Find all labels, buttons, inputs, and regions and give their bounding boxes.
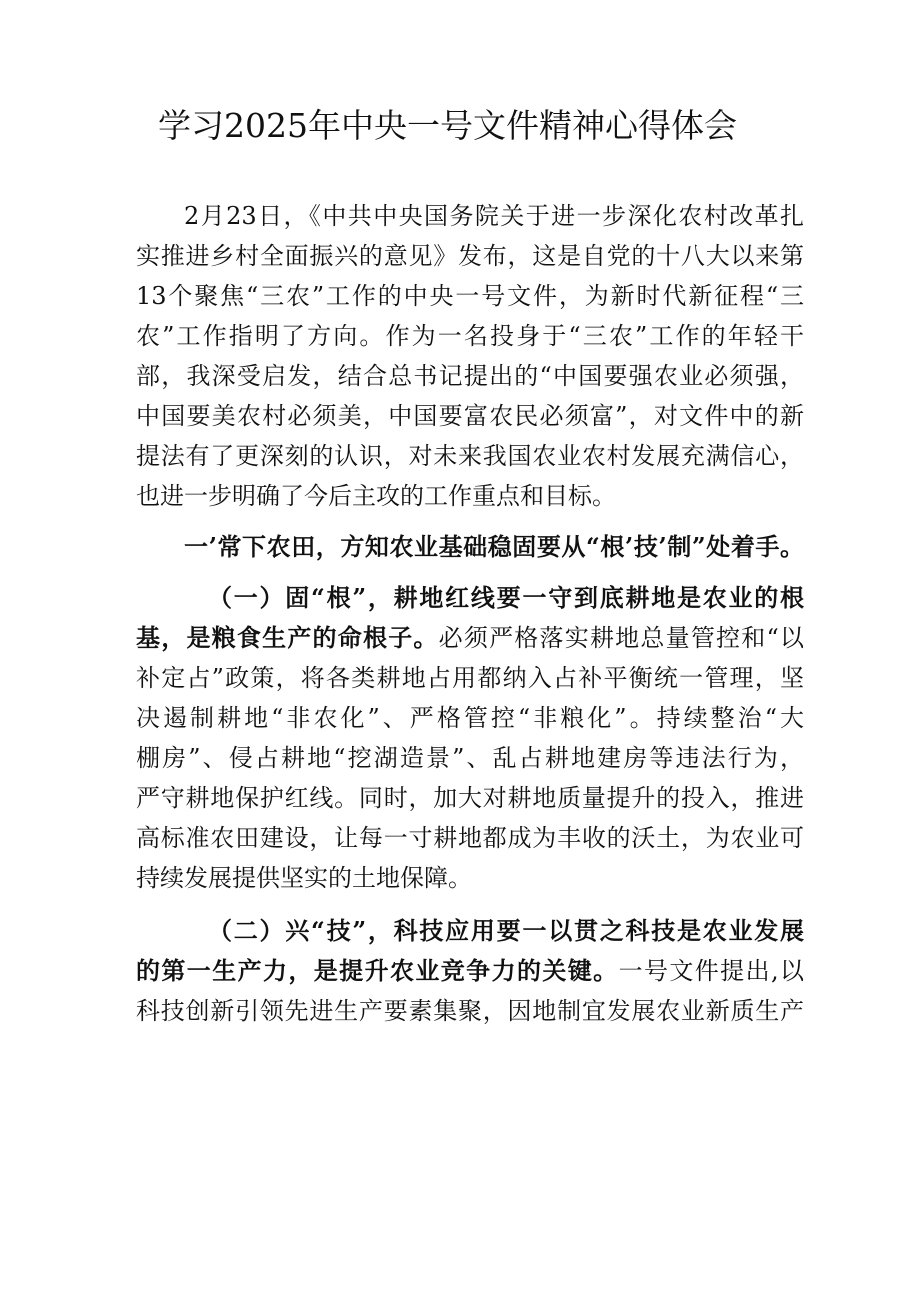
spacer xyxy=(136,898,804,911)
line-rest: 一号文件提出,以 xyxy=(618,957,804,985)
spacer xyxy=(136,516,804,527)
paragraph-line: 补定占”政策，将各类耕地占用都纳入占补平衡统一管理，坚 xyxy=(136,664,804,692)
paragraph-line: 2月23日，《中共中央国务院关于进一步深化农村改革扎 xyxy=(184,202,804,230)
paragraph-line: 中国要美农村必须美，中国要富农民必须富”，对文件中的新 xyxy=(136,402,804,430)
paragraph-line: 决遏制耕地“非农化”、严格管控“非粮化”。持续整治“大 xyxy=(136,704,804,732)
paragraph-line: 提法有了更深刻的认识，对未来我国农业农村发展充满信心， xyxy=(136,442,804,470)
bold-lead: 的第一生产力，是提升农业竞争力的关键。 xyxy=(136,956,619,985)
paragraph-line: 严守耕地保护红线。同时，加大对耕地质量提升的投入，推进 xyxy=(136,784,804,812)
paragraph-line: 农”工作指明了方向。作为一名投身于“三农”工作的年轻干 xyxy=(136,322,804,350)
bold-lead: 基，是粮食生产的命根子。 xyxy=(136,623,439,652)
subsection-heading: （二）兴“技”，科技应用要一以贯之科技是农业发展 xyxy=(208,916,804,945)
paragraph-line xyxy=(136,951,804,991)
paragraph-line: 棚房”、侵占耕地“挖湖造景”、乱占耕地建房等违法行为， xyxy=(136,744,804,772)
section-two xyxy=(136,911,804,1031)
paragraph-line: 13个聚焦“三农”工作的中央一号文件，为新时代新征程“三 xyxy=(136,282,804,310)
paragraph-line xyxy=(136,618,804,658)
section-one xyxy=(136,578,804,898)
document-body xyxy=(136,196,804,1031)
section-heading: 一’常下农田，方知农业基础稳固要从“根’技’制”处着手。 xyxy=(184,532,804,561)
subsection-heading: （一）固“根”，耕地红线要一守到底耕地是农业的根 xyxy=(208,583,804,612)
spacer xyxy=(136,567,804,578)
line-rest: 必须严格落实耕地总量管控和“以 xyxy=(438,624,804,652)
paragraph-line: 实推进乡村全面振兴的意见》发布，这是自党的十八大以来第 xyxy=(136,242,804,270)
paragraph-line: 部，我深受启发，结合总书记提出的“中国要强农业必须强， xyxy=(136,362,804,390)
paragraph-line: 高标准农田建设，让每一寸耕地都成为丰收的沃土，为农业可 xyxy=(136,824,804,852)
paragraph-line: 也进一步明确了今后主攻的工作重点和目标。 xyxy=(136,482,616,510)
document-title: 学习2025年中央一号文件精神心得体会 xyxy=(158,106,737,145)
paragraph-line: 持续发展提供坚实的土地保障。 xyxy=(136,864,472,892)
intro-paragraph xyxy=(136,196,804,516)
paragraph-line: 科技创新引领先进生产要素集聚，因地制宜发展农业新质生产 xyxy=(136,997,804,1025)
